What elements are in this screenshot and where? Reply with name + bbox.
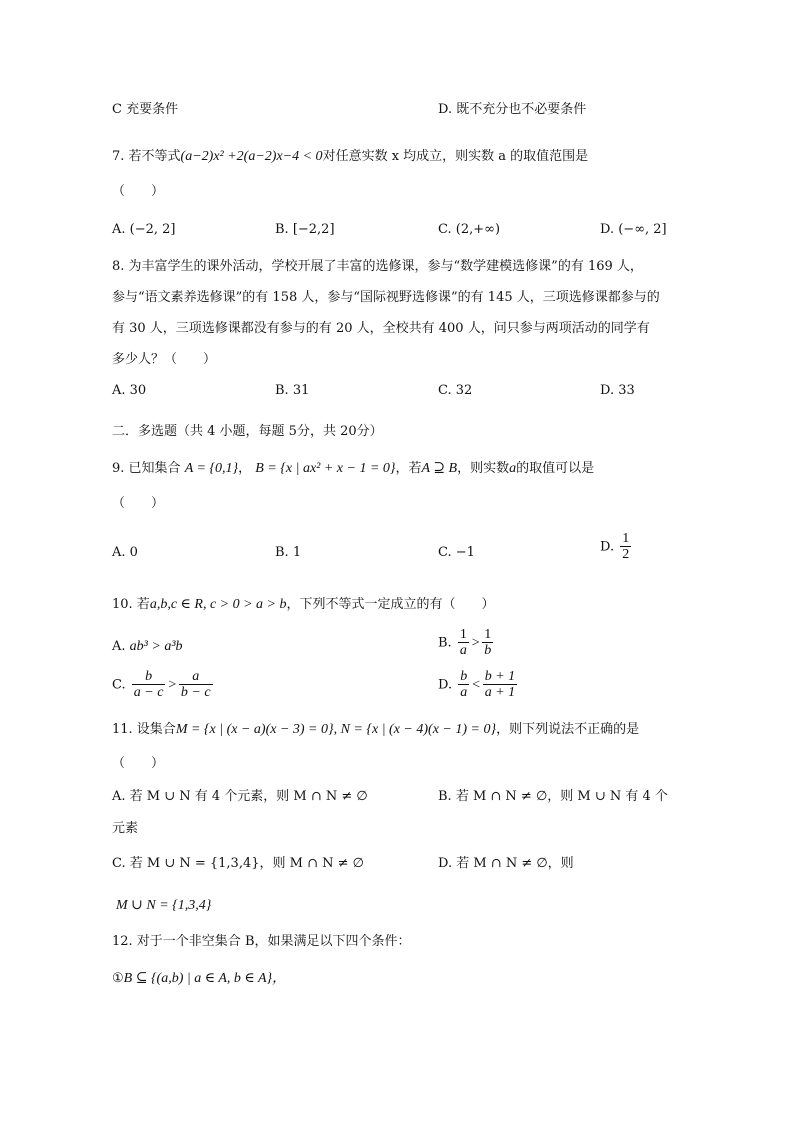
q10-c-operator: > xyxy=(167,677,177,693)
q9-set-b: B = {x | ax² + x − 1 = 0} xyxy=(255,461,396,476)
q11-option-d-continued: M ∪ N = {1,3,4} xyxy=(116,898,212,913)
q10-option-d-label: D. xyxy=(438,677,453,693)
q8-line-3: 有 30 人，三项选修课都没有参与的有 20 人，全校共有 400 人，问只参与两项活动的同学有 xyxy=(112,321,650,336)
q8-option-d: D. 33 xyxy=(600,383,635,398)
q11-sets: M = {x | (x − a)(x − 3) = 0}, N = {x | (x − 4)(x − 1) = 0} xyxy=(175,722,497,737)
q11-paren: （ ） xyxy=(112,756,165,771)
q7-paren: （ ） xyxy=(112,184,165,199)
q10-b-right-fraction xyxy=(482,627,493,659)
q11-option-c: C. 若 M ∪ N = {1,3,4}，则 M ∩ N ≠ ∅ xyxy=(112,856,364,871)
q6-option-d: D. 既不充分也不必要条件 xyxy=(438,102,587,117)
q10-option-a xyxy=(112,638,183,656)
q10-d-right-den: a + 1 xyxy=(484,685,516,701)
q10-prefix: 10. 若 xyxy=(112,597,150,612)
q10-option-d xyxy=(438,669,519,701)
q12-condition-1 xyxy=(112,970,286,988)
q10-option-b-label: B. xyxy=(438,635,452,651)
q8-option-a: A. 30 xyxy=(112,383,147,398)
q9-mid: ，若 xyxy=(395,461,422,476)
q10-option-a-label: A. xyxy=(112,639,126,654)
q10-c-left-den: a − c xyxy=(133,685,164,701)
q10-option-b xyxy=(438,627,495,659)
q9-tail-2: 的取值可以是 xyxy=(516,461,595,476)
q10-c-left-num: b xyxy=(132,669,166,685)
q9-option-a: A. 0 xyxy=(112,545,138,560)
q7-formula: (a−2)x² +2(a−2)x−4 < 0 xyxy=(180,149,323,164)
q10-option-c xyxy=(112,669,215,701)
q10-d-left-num: b xyxy=(460,669,468,684)
q9-option-b: B. 1 xyxy=(275,545,302,560)
q7-option-a: A. (−2, 2] xyxy=(112,222,176,237)
q10-d-left-fraction xyxy=(458,669,469,701)
q7-option-d: D. (−∞, 2] xyxy=(600,222,667,237)
q9-tail: ，则实数 xyxy=(457,461,510,476)
q11-option-a: A. 若 M ∪ N 有 4 个元素，则 M ∩ N ≠ ∅ xyxy=(112,789,368,804)
q10-b-left-fraction xyxy=(458,627,469,659)
q11-prefix: 11. 设集合 xyxy=(112,722,176,737)
q8-line-1: 8. 为丰富学生的课外活动，学校开展了丰富的选修课，参与“数学建模选修课”的有 169 人， xyxy=(112,259,643,274)
q10-d-operator: < xyxy=(471,677,481,693)
q9-option-c: C. −1 xyxy=(438,545,475,560)
q8-line-4: 多少人？（ ） xyxy=(112,352,217,367)
q7-option-b: B. [−2,2] xyxy=(275,222,335,237)
q9-variable: a xyxy=(509,461,517,476)
q9-d-numerator: 1 xyxy=(622,531,630,546)
q12-condition-1-expr: B ⊆ {(a,b) | a ∈ A, b ∈ A}， xyxy=(123,971,287,986)
q7-stem xyxy=(112,148,588,166)
q7-number: 7. 若不等式 xyxy=(112,149,181,164)
q11-tail: ，则下列说法不正确的是 xyxy=(496,722,640,737)
q9-prefix: 9. 已知集合 xyxy=(112,461,181,476)
q10-option-a-expr: ab³ > a³b xyxy=(129,639,183,654)
q11-option-b: B. 若 M ∩ N ≠ ∅，则 M ∪ N 有 4 个 xyxy=(438,789,668,804)
q7-tail: 对任意实数 x 均成立，则实数 a 的取值范围是 xyxy=(322,149,589,164)
q9-set-a: A = {0,1} xyxy=(184,461,239,476)
q10-d-right-num: b + 1 xyxy=(484,669,516,684)
section-2-heading: 二．多选题（共 4 小题，每题 5分，共 20分） xyxy=(112,424,383,439)
q9-option-d xyxy=(600,531,633,563)
q10-b-left-den: a xyxy=(459,643,467,659)
q10-b-right-num: 1 xyxy=(484,627,492,642)
q12-circled-one: ① xyxy=(112,971,124,986)
q9-option-d-label: D. xyxy=(600,539,615,555)
q8-option-b: B. 31 xyxy=(275,383,310,398)
q10-stem xyxy=(112,596,495,614)
q12-line-1: 12. 对于一个非空集合 B，如果满足以下四个条件： xyxy=(112,934,411,949)
q10-d-left-den: a xyxy=(460,685,468,701)
q10-b-right-den: b xyxy=(484,643,492,659)
q10-c-right-num: a xyxy=(179,669,213,685)
q10-c-right-den: b − c xyxy=(180,685,211,701)
q10-d-right-fraction xyxy=(483,669,517,701)
q9-d-denominator: 2 xyxy=(622,547,630,563)
q8-line-2: 参与“语文素养选修课”的有 158 人，参与“国际视野选修课”的有 145 人，三项选修课都参与的 xyxy=(112,290,660,305)
q10-tail: ，下列不等式一定成立的有（ ） xyxy=(286,597,495,612)
q11-stem xyxy=(112,721,639,739)
q9-stem: 9. 已知集合 A = {0,1}， B = {x | ax² + x − 1 = 0}，若A ⊇ B，则实数a的取值可以是 xyxy=(112,461,595,476)
q6-option-c: C 充要条件 xyxy=(112,102,179,117)
q10-b-operator: > xyxy=(470,635,481,651)
q7-option-c: C. (2,+∞) xyxy=(438,222,501,237)
q10-b-left-num: 1 xyxy=(459,627,467,642)
q11-option-b-continued: 元素 xyxy=(112,821,139,836)
q10-c-right-fraction xyxy=(179,669,213,701)
q10-option-c-label: C. xyxy=(112,677,126,693)
q11-option-d: D. 若 M ∩ N ≠ ∅，则 xyxy=(438,856,574,871)
q9-option-d-fraction xyxy=(620,531,631,563)
q9-paren: （ ） xyxy=(112,496,165,511)
q8-option-c: C. 32 xyxy=(438,383,473,398)
q10-c-left-fraction xyxy=(132,669,166,701)
q9-relation: A ⊇ B xyxy=(421,461,458,476)
q10-condition: a,b,c ∈ R, c > 0 > a > b xyxy=(149,597,287,612)
